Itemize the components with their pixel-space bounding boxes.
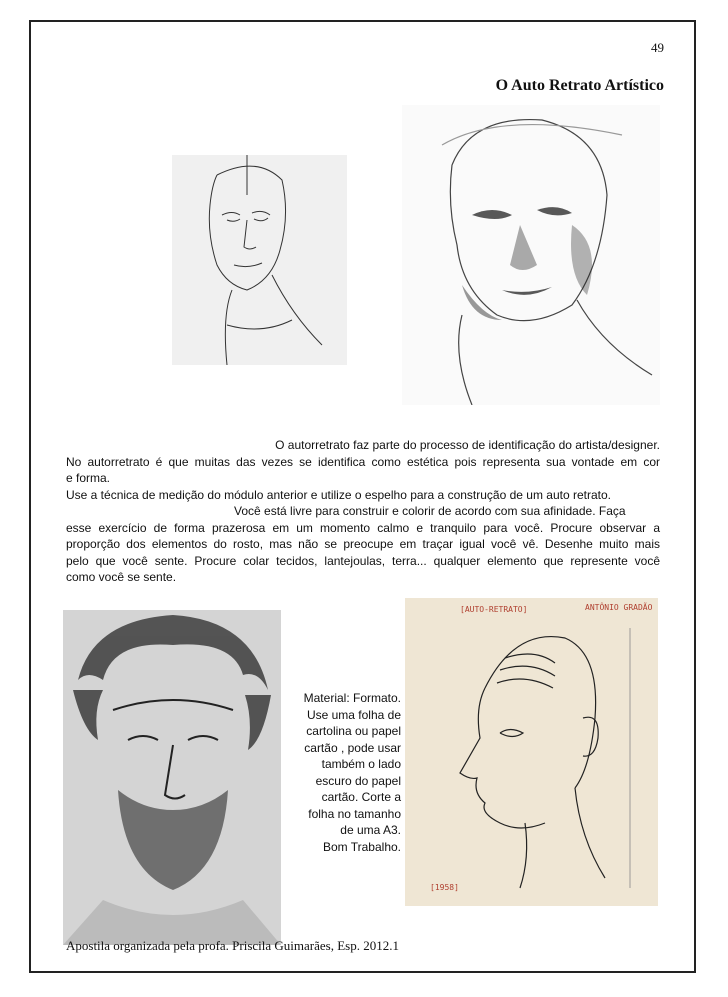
material-line: de uma A3. bbox=[340, 823, 401, 837]
annotation-title: [AUTO-RETRATO] bbox=[460, 605, 528, 614]
material-instructions bbox=[287, 690, 401, 855]
paragraph-line: O autorretrato faz parte do processo de identificação do artista/designer. bbox=[275, 438, 660, 452]
caricature-profile-image bbox=[405, 598, 658, 906]
paragraph-line: Você está livre para construir e colorir de acordo com sua afinidade. Faça bbox=[234, 504, 626, 518]
material-line: folha no tamanho bbox=[308, 806, 401, 821]
material-line: Material: Formato. bbox=[303, 691, 401, 705]
material-line: escuro do papel bbox=[315, 773, 401, 788]
paragraph-line: e forma. bbox=[66, 471, 111, 485]
paragraph-line: Use a técnica de medição do módulo anterior e utilize o espelho para a construção de um auto retrato. bbox=[66, 487, 611, 502]
material-line: cartão , pode usar bbox=[304, 740, 401, 755]
paragraph-line: No autorretrato é que muitas das vezes se identifica como estética pois representa sua vontade em cor bbox=[66, 454, 660, 469]
paragraph-line: como você se sente. bbox=[66, 570, 177, 584]
paragraph-line: proporção dos elementos do rosto, mas não se preocupe em traçar igual você vê. Desenhe muito mais bbox=[66, 537, 660, 551]
material-line: Bom Trabalho. bbox=[322, 839, 401, 854]
charcoal-portrait-image bbox=[63, 610, 281, 945]
material-line: também o lado bbox=[321, 757, 401, 771]
page-number: 49 bbox=[651, 40, 664, 55]
material-line: cartão. Corte a bbox=[321, 790, 401, 804]
footer-credit: Apostila organizada pela profa. Priscila Guimarães, Esp. 2012.1 bbox=[66, 938, 399, 953]
paragraph-line: pelo que você sente. Procure colar tecidos, lantejoulas, terra... qualquer elemento que represente você bbox=[66, 553, 660, 568]
material-line: Use uma folha de bbox=[306, 707, 401, 722]
line-drawing-portrait-image bbox=[172, 155, 347, 365]
pencil-portrait-image bbox=[402, 105, 660, 405]
paragraph-line: esse exercício de forma prazerosa em um momento calmo e tranquilo para você. Procure observar a bbox=[66, 520, 660, 535]
annotation-artist: ANTÔNIO GRADÃO bbox=[585, 603, 653, 612]
page-title: O Auto Retrato Artístico bbox=[495, 77, 664, 94]
material-line: cartolina ou papel bbox=[306, 724, 401, 738]
annotation-year: [1958] bbox=[430, 883, 459, 892]
intro-paragraph bbox=[66, 437, 660, 586]
